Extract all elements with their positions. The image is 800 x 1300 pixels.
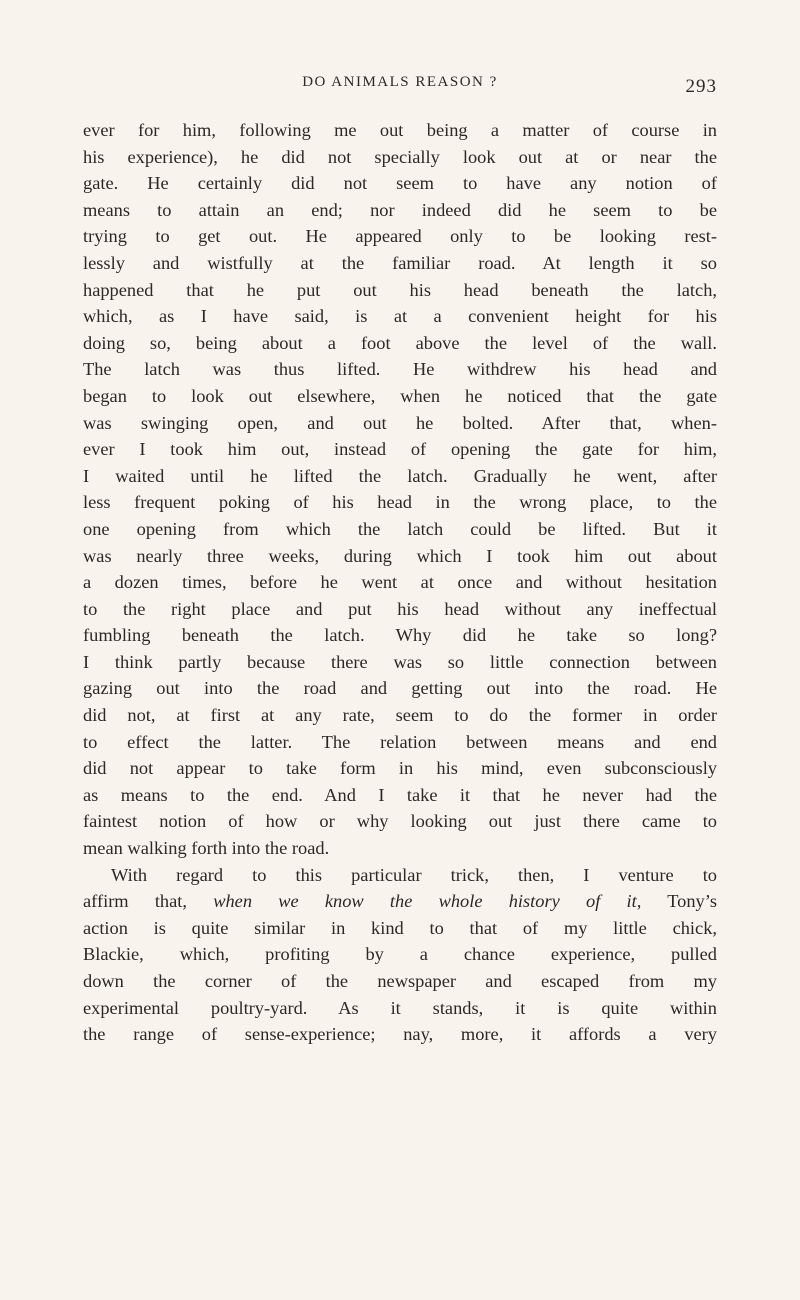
- text-line: means to attain an end; nor indeed did he seem to be: [83, 199, 717, 220]
- text-line: I waited until he lifted the latch. Gradually he went, after: [83, 465, 717, 486]
- text-run: affirm that,: [83, 891, 187, 912]
- italic-phrase: when we know the whole history of it,: [213, 891, 642, 912]
- text-line: lessly and wistfully at the familiar road. At length it so: [83, 252, 717, 273]
- text-line: happened that he put out his head beneath the latch,: [83, 279, 717, 300]
- text-line: less frequent poking of his head in the wrong place, to the: [83, 492, 717, 513]
- text-line: began to look out elsewhere, when he noticed that the gate: [83, 385, 717, 406]
- text-line: to effect the latter. The relation between means and end: [83, 731, 717, 752]
- running-title: DO ANIMALS REASON ?: [302, 74, 498, 90]
- text-line: mean walking forth into the road.: [83, 838, 330, 859]
- text-line: did not, at first at any rate, seem to do the former in order: [83, 705, 717, 726]
- text-line: Blackie, which, profiting by a chance experience, pulled: [83, 944, 717, 965]
- text-line: With regard to this particular trick, then, I venture to: [111, 864, 717, 885]
- running-header: [83, 74, 717, 102]
- text-line: one opening from which the latch could be lifted. But it: [83, 518, 717, 539]
- text-line: doing so, being about a foot above the level of the wall.: [83, 332, 717, 353]
- text-line: faintest notion of how or why looking out just there came to: [83, 811, 717, 832]
- text-line: to the right place and put his head without any ineffectual: [83, 598, 717, 619]
- text-line: as means to the end. And I take it that he never had the: [83, 784, 717, 805]
- text-line: ever for him, following me out being a matter of course in: [83, 120, 717, 140]
- text-line: ever I took him out, instead of opening the gate for him,: [83, 439, 717, 460]
- text-line: gazing out into the road and getting out into the road. He: [83, 678, 717, 699]
- body-text: [83, 117, 717, 1048]
- text-line-with-italic: [83, 888, 717, 915]
- text-line: a dozen times, before he went at once and without hesitation: [83, 572, 717, 593]
- text-line: did not appear to take form in his mind, even subconsciously: [83, 758, 717, 779]
- text-line: the range of sense-experience; nay, more, it affords a very: [83, 1024, 717, 1045]
- paragraph-2: [83, 862, 717, 1048]
- page-number: 293: [685, 76, 717, 97]
- text-line: action is quite similar in kind to that of my little chick,: [83, 917, 717, 938]
- text-line: his experience), he did not specially look out at or near the: [83, 146, 717, 167]
- text-line: experimental poultry-yard. As it stands, it is quite within: [83, 997, 717, 1018]
- text-line: was nearly three weeks, during which I took him out about: [83, 545, 717, 566]
- text-run: Tony’s: [667, 891, 718, 912]
- text-line: gate. He certainly did not seem to have any notion of: [83, 173, 717, 194]
- text-line: which, as I have said, is at a convenient height for his: [83, 306, 717, 327]
- text-line: down the corner of the newspaper and escaped from my: [83, 971, 717, 991]
- paragraph-1: [83, 117, 717, 862]
- text-line: I think partly because there was so little connection between: [83, 651, 717, 672]
- text-line: fumbling beneath the latch. Why did he take so long?: [83, 625, 717, 646]
- text-line: was swinging open, and out he bolted. After that, when-: [83, 412, 717, 433]
- text-line: trying to get out. He appeared only to be looking rest-: [83, 226, 717, 247]
- text-line: The latch was thus lifted. He withdrew his head and: [83, 359, 717, 380]
